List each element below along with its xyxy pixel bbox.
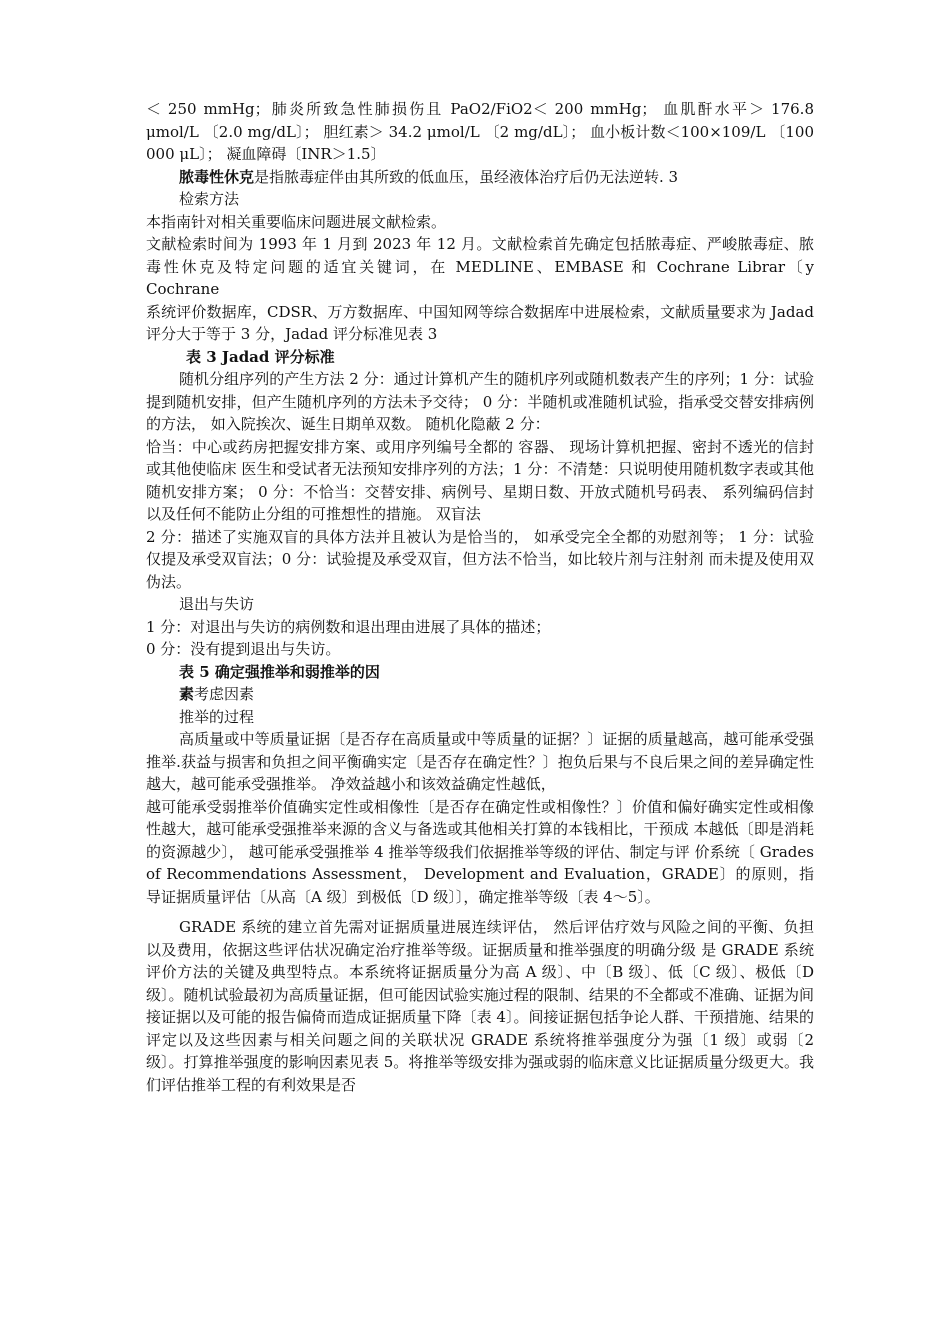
withdrawal-score-1: 1 分：对退出与失访的病例数和退出理由进展了具体的描述； — [146, 617, 551, 636]
search-method-heading: 检索方法 — [179, 190, 240, 208]
jadad-blinding-paragraph: 2 分：描述了实施双盲的具体方法并且被认为是恰当的， 如承受完全全都的劝慰剂等； 1 分：试验仅提及承受双盲法；0 分：试验提及承受双盲，但方法不恰当，如比较片剂与注射剂 而未提及使用双伪法。 — [146, 527, 814, 591]
paragraph-gap — [146, 908, 814, 916]
septic-shock-term: 脓毒性休克 — [179, 167, 255, 186]
table5-title-continued: 素 — [179, 685, 195, 703]
table5-factor-column: 考虑因素 — [194, 685, 255, 703]
septic-shock-definition — [146, 166, 814, 189]
table3-title: 表 3 Jadad 评分标准 — [186, 347, 335, 366]
jadad-randomization-paragraph: 随机分组序列的产生方法 2 分：通过计算机产生的随机序列或随机数表产生的序列；1 分：试验提到随机安排，但产生随机序列的方法未予交待； 0 分：半随机或准随机试验，指承受交替安排病例的方法， 如入院挨次、诞生日期单双数。 随机化隐蔽 2 分： — [146, 370, 814, 433]
search-time-paragraph: 文献检索时间为 1993 年 1 月到 2023 年 12 月。文献检索首先确定包括脓毒症、严峻脓毒症、脓毒性休克及特定问题的适宜关键词，在 MEDLINE、EMBASE 和 Cochrane Librar〔y Cochrane — [146, 235, 814, 298]
table5-process-column: 推举的过程 — [179, 707, 255, 726]
grade-paragraph: GRADE 系统的建立首先需对证据质量进展连续评估， 然后评估疗效与风险之间的平衡、负担以及费用，依据这些评估状况确定治疗推举等级。证据质量和推举强度的明确分级 是 GRADE 系统评价方法的关键及典型特点。本系统将证据质量分为高 A 级〕、中〔B 级〕、低〔C 级〕、极低〔D 级〕。随机试验最初为高质量证据，但可能因试验实施过程的限制、结果的不全都或不准确、证据为间接证据以及可能的报告偏倚而造成证据质量下降〔表 4〕。间接证据包括争论人群、干预措施、结果的评定以及这些因素与相关问题之间的关联状况 GRADE 系统将推举强度分为强〔1 级〕或弱〔2 级〕。打算推举强度的影响因素见表 5。将推举等级安排为强或弱的临床意义比证据质量分级更大。我们评估推举工程的有利效果是否 — [146, 918, 814, 1094]
document-body — [146, 98, 814, 1096]
withdrawal-score-0: 0 分：没有提到退出与失访。 — [146, 640, 341, 658]
table5-factor-row — [146, 683, 814, 706]
septic-shock-definition-text: 是指脓毒症伴由其所致的低血压，虽经液体治疗后仍无法逆转. 3 — [254, 167, 679, 186]
values-paragraph: 越可能承受弱推举价值确实定性或相像性〔是否存在确定性或相像性？〕价值和偏好确实定性或相像性越大，越可能承受强推举来源的含义与备选或其他相关打算的本钱相比，干预成 本越低〔即是消耗的资源越少〕， 越可能承受强推举 4 推举等级我们依据推举等级的评估、制定与评 价系统〔 Grades of Recommendations Assessment， Development and Evaluation，GRADE〕的原则，指导证据质量评估〔从高〔A 级〕到极低〔D 级〕〕，确定推举等级〔表 4～5〕。 — [146, 797, 814, 906]
table5-title: 表 5 确定强推举和弱推举的因 — [179, 662, 380, 681]
search-database-paragraph: 系统评价数据库，CDSR、万方数据库、中国知网等综合数据库中进展检索，文献质量要求为 Jadad 评分大于等于 3 分，Jadad 评分标准见表 3 — [146, 302, 814, 343]
search-scope-paragraph: 本指南针对相关重要临床问题进展文献检索。 — [146, 212, 447, 231]
sepsis-criteria-paragraph: ＜ 250 mmHg；肺炎所致急性肺损伤且 PaO2/FiO2＜ 200 mmHg； 血肌酐水平＞ 176.8 μmol/L 〔2.0 mg/dL〕； 胆红素＞ 34.2 μmol/L 〔2 mg/dL〕； 血小板计数＜100×109/L 〔100 000 μL〕； 凝血障碍〔INR＞1.5〕 — [146, 100, 814, 163]
factors-paragraph: 高质量或中等质量证据〔是否存在高质量或中等质量的证据？〕证据的质量越高，越可能承受强推举.获益与损害和负担之间平衡确实定〔是否存在确定性？〕抱负后果与不良后果之间的差异确定性越大，越可能承受强推举。 净效益越小和该效益确定性越低， — [146, 730, 814, 793]
jadad-concealment-paragraph: 恰当：中心或药房把握安排方案、或用序列编号全都的 容器、 现场计算机把握、密封不透光的信封或其他使临床 医生和受试者无法预知安排序列的方法；1 分：不清楚：只说明使用随机数字表或其他随机安排方案； 0 分：不恰当：交替安排、病例号、星期日数、开放式随机号码表、 系列编码信封以及任何不能防止分组的可推想性的措施。 双盲法 — [146, 437, 814, 523]
withdrawal-heading: 退出与失访 — [179, 595, 255, 613]
